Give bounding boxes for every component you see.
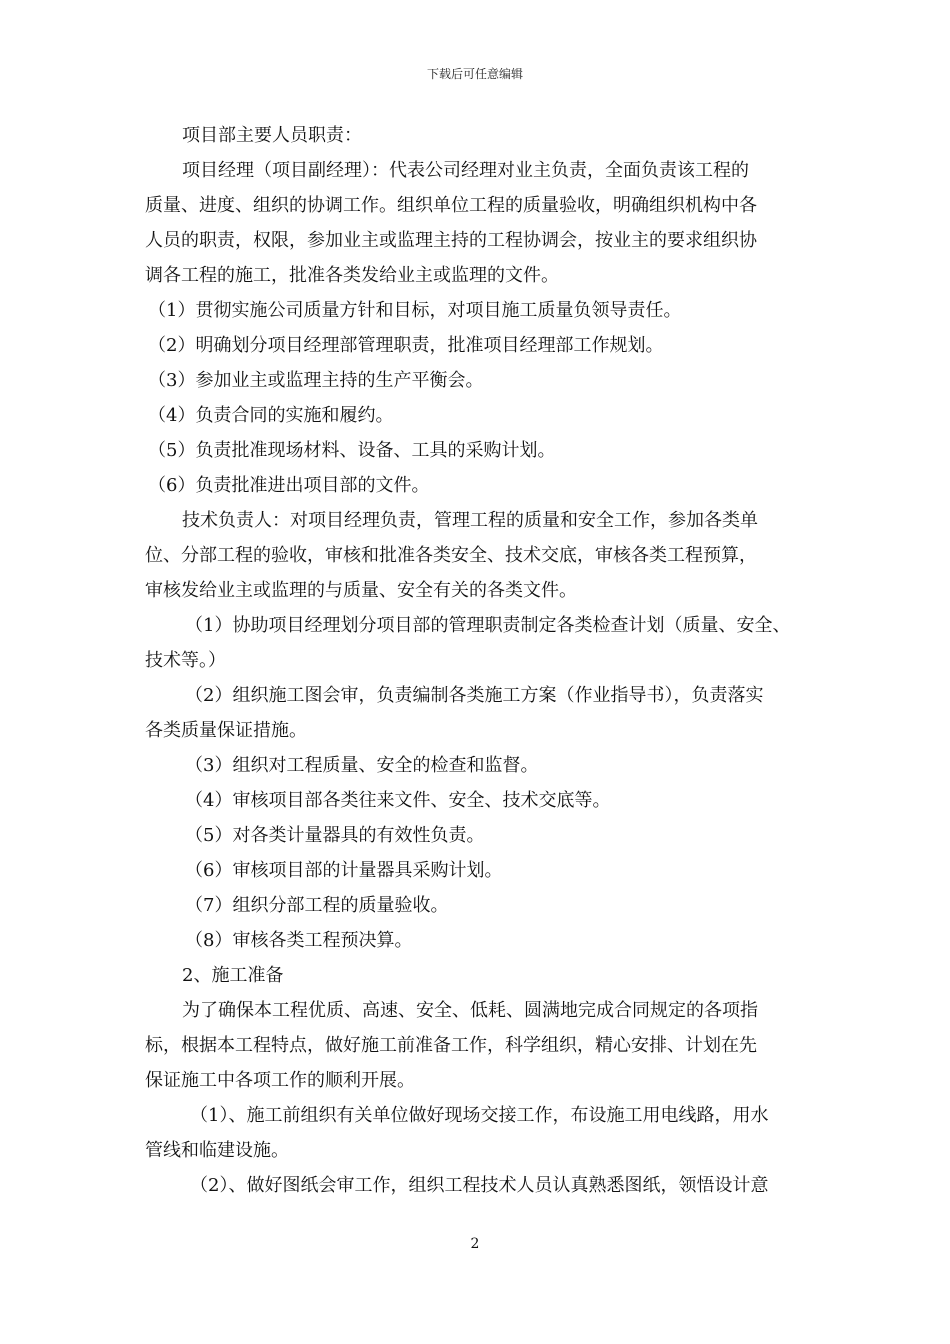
list-item: （5）对各类计量器具的有效性负责。 bbox=[185, 825, 485, 846]
list-item: （3）组织对工程质量、安全的检查和监督。 bbox=[185, 755, 539, 776]
list-item: （8）审核各类工程预决算。 bbox=[185, 930, 413, 951]
page-number: 2 bbox=[470, 1236, 480, 1252]
paragraph-line: 调各工程的施工，批准各类发给业主或监理的文件。 bbox=[145, 265, 559, 286]
paragraph-line: 为了确保本工程优质、高速、安全、低耗、圆满地完成合同规定的各项指 bbox=[182, 1000, 758, 1021]
list-item: （2）组织施工图会审，负责编制各类施工方案（作业指导书），负责落实 bbox=[185, 685, 764, 706]
list-item: （4）审核项目部各类往来文件、安全、技术交底等。 bbox=[185, 790, 611, 811]
list-item-continuation: 各类质量保证措施。 bbox=[145, 720, 307, 741]
section-heading-staff-duties: 项目部主要人员职责： bbox=[182, 125, 362, 146]
list-item: （7）组织分部工程的质量验收。 bbox=[185, 895, 449, 916]
document-body bbox=[145, 118, 835, 1203]
list-item: （3）参加业主或监理主持的生产平衡会。 bbox=[148, 370, 484, 391]
list-item: （2）明确划分项目经理部管理职责，批准项目经理部工作规划。 bbox=[148, 335, 664, 356]
list-item: （1）协助项目经理划分项目部的管理职责制定各类检查计划（质量、安全、 bbox=[185, 615, 791, 636]
paragraph-line: 标，根据本工程特点，做好施工前准备工作，科学组织，精心安排、计划在先 bbox=[145, 1035, 757, 1056]
list-item-continuation: 管线和临建设施。 bbox=[145, 1140, 289, 1161]
list-item-continuation: 技术等。） bbox=[145, 650, 226, 671]
list-item: （5）负责批准现场材料、设备、工具的采购计划。 bbox=[148, 440, 556, 461]
list-item: （6）审核项目部的计量器具采购计划。 bbox=[185, 860, 503, 881]
section-heading-construction-prep: 2、施工准备 bbox=[182, 965, 284, 986]
paragraph-line: 位、分部工程的验收，审核和批准各类安全、技术交底，审核各类工程预算， bbox=[145, 545, 757, 566]
list-item: （6）负责批准进出项目部的文件。 bbox=[148, 475, 430, 496]
paragraph-line: 质量、进度、组织的协调工作。组织单位工程的质量验收，明确组织机构中各 bbox=[145, 195, 757, 216]
list-item: （1）贯彻实施公司质量方针和目标，对项目施工质量负领导责任。 bbox=[148, 300, 682, 321]
paragraph-line: 保证施工中各项工作的顺利开展。 bbox=[145, 1070, 415, 1091]
paragraph-line: 审核发给业主或监理的与质量、安全有关的各类文件。 bbox=[145, 580, 577, 601]
paragraph-line: 人员的职责，权限，参加业主或监理主持的工程协调会，按业主的要求组织协 bbox=[145, 230, 757, 251]
list-item: （2）、做好图纸会审工作，组织工程技术人员认真熟悉图纸，领悟设计意 bbox=[190, 1175, 769, 1196]
list-item: （4）负责合同的实施和履约。 bbox=[148, 405, 394, 426]
page-header-note: 下载后可任意编辑 bbox=[426, 67, 523, 81]
paragraph-line: 项目经理（项目副经理）：代表公司经理对业主负责，全面负责该工程的 bbox=[182, 160, 749, 181]
paragraph-line: 技术负责人：对项目经理负责，管理工程的质量和安全工作，参加各类单 bbox=[182, 510, 758, 531]
list-item: （1）、施工前组织有关单位做好现场交接工作，布设施工用电线路，用水 bbox=[190, 1105, 769, 1126]
